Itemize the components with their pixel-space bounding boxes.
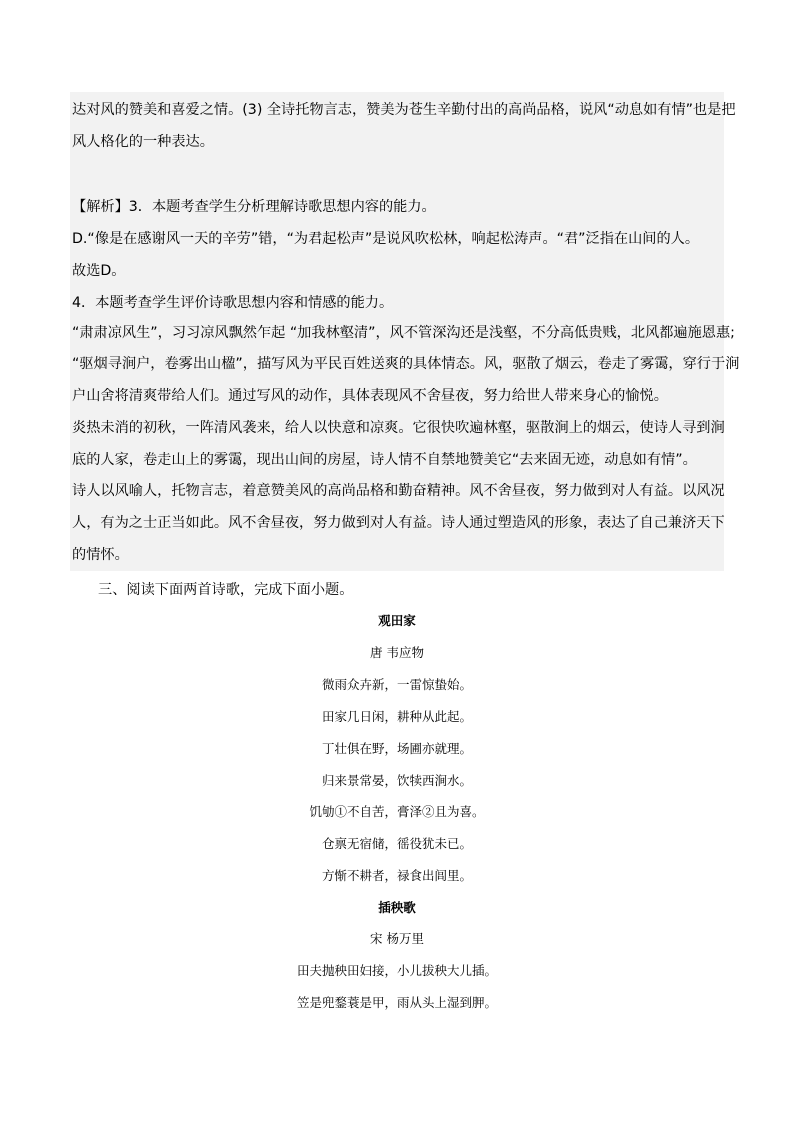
analysis-line-15: 的情怀。: [72, 547, 129, 563]
poem2-author: 宋 杨万里: [370, 931, 424, 946]
poem1-line-3: 丁壮俱在野，场圃亦就理。: [321, 741, 472, 756]
poem1-line-2: 田家几日闲，耕种从此起。: [321, 709, 472, 724]
analysis-line-14: 人，有为之士正当如此。风不舍昼夜，努力做到对人有益。诗人通过塑造风的形象，表达了自己兼济天下: [72, 515, 725, 531]
poem1-line-4: 归来景常晏，饮犊西涧水。: [321, 773, 472, 788]
analysis-line-9: “驱烟寻涧户，卷雾出山楹”，描写风为平民百姓送爽的具体情态。风，驱散了烟云，卷走了雾霭，穿行于涧: [72, 356, 740, 372]
analysis-line-11: 炎热未消的初秋，一阵清风袭来，给人以快意和凉爽。它很快吹遍林壑，驱散涧上的烟云，使诗人寻到涧: [72, 420, 725, 436]
poem1-line-5: 饥劬①不自苦，膏泽②且为喜。: [309, 804, 485, 819]
poem2-line-1: 田夫抛秧田妇接，小儿拔秧大儿插。: [296, 963, 497, 978]
poem1-line-6: 仓禀无宿储，徭役犹未已。: [321, 836, 472, 851]
poem1-line-7: 方惭不耕者，禄食出闾里。: [321, 868, 472, 883]
analysis-line-1: 达对风的赞美和喜爱之情。(3) 全诗托物言志，赞美为苍生辛勤付出的高尚品格，说风“动息如有情”也是把: [72, 102, 736, 118]
poem1-author: 唐 韦应物: [370, 645, 424, 660]
poem1-title: 观田家: [378, 613, 416, 628]
analysis-line-12: 底的人家，卷走山上的雾霭，现出山间的房屋，诗人情不自禁地赞美它“去来固无迹，动息如有情”。: [72, 452, 697, 468]
analysis-line-5: D.“像是在感谢风一天的辛劳”错，“为君起松声”是说风吹松林，响起松涛声。“君”泛指在山间的人。: [72, 231, 700, 247]
section-heading: 三、阅读下面两首诗歌，完成下面小题。: [98, 582, 354, 598]
analysis-line-6: 故选D。: [72, 263, 126, 279]
poem2-line-2: 笠是兜鍪蓑是甲，雨从头上湿到胛。: [296, 995, 497, 1010]
analysis-line-8: “肃肃凉风生”，习习凉风飘然乍起 “加我林壑清”，风不管深沟还是浅壑，不分高低贵贱，北风都遍施恩惠;: [72, 325, 735, 341]
analysis-line-4-text: 3．本题考查学生分析理解诗歌思想内容的能力。: [128, 199, 436, 215]
analysis-line-2: 风人格化的一种表达。: [72, 134, 214, 150]
analysis-tag: 【解析】: [72, 199, 129, 215]
analysis-line-13: 诗人以风喻人，托物言志，着意赞美风的高尚品格和勤奋精神。风不舍昼夜，努力做到对人有益。以风况: [72, 483, 725, 499]
analysis-line-10: 户山舍将清爽带给人们。通过写风的动作，具体表现风不舍昼夜，努力给世人带来身心的愉悦。: [72, 388, 668, 404]
poem1-line-1: 微雨众卉新，一雷惊蛰始。: [321, 677, 472, 692]
analysis-line-4: [72, 197, 436, 217]
poem2-title: 插秧歌: [378, 900, 416, 915]
analysis-line-7: 4．本题考查学生评价诗歌思想内容和情感的能力。: [72, 295, 394, 311]
